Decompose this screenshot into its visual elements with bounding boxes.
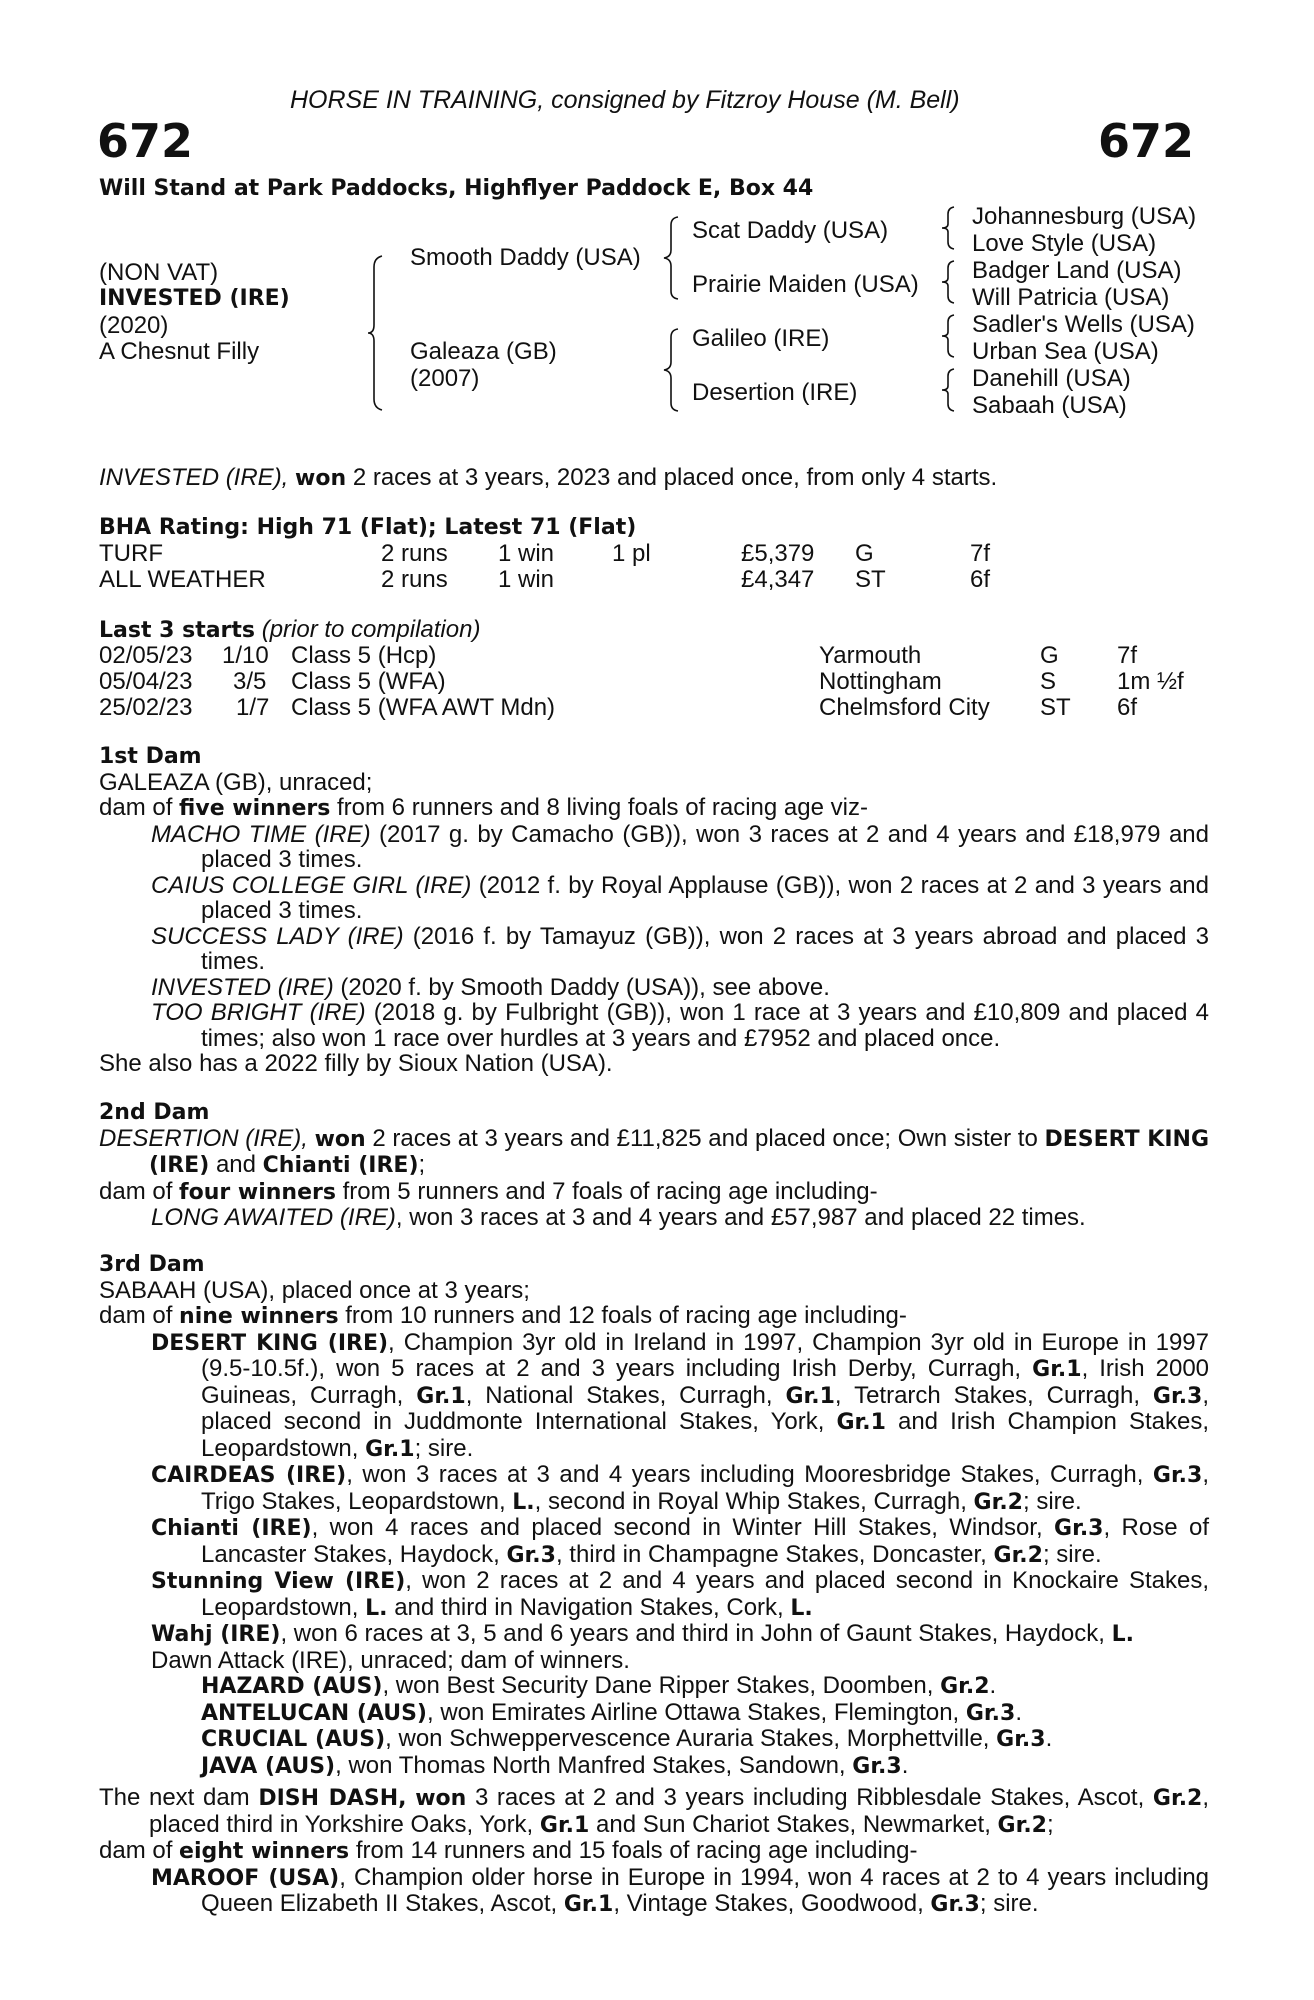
first-dam-also: She also has a 2022 filly by Sioux Nation (USA). [99, 1050, 613, 1077]
full-stop: . [1015, 1698, 1022, 1726]
produce-text: , second in Royal Whip Stakes, Curragh, [534, 1487, 967, 1515]
dam-dam: Desertion (IRE) [692, 379, 858, 406]
last-starts-heading: Last 3 starts [99, 618, 256, 643]
and-text: and [215, 1151, 256, 1178]
runners-text: from 6 runners and 8 living foals of racing age viz- [337, 794, 868, 821]
produce-text: ; sire. [1042, 1540, 1102, 1568]
produce-entry [99, 1515, 1209, 1568]
next-dam-section [99, 1785, 1209, 1918]
produce-name: INVESTED (IRE) [151, 973, 334, 1001]
produce-name: SUCCESS LADY (IRE) [151, 922, 404, 950]
grade-label: Gr.3 [1152, 1383, 1203, 1409]
sire-dam-sire: Badger Land (USA) [972, 257, 1182, 284]
produce-text: ; sire. [1022, 1487, 1082, 1515]
grade-label: Gr.2 [940, 1674, 990, 1699]
produce-text: , Tetrarch Stakes, Curragh, [834, 1381, 1140, 1409]
grade-label: Gr.1 [1032, 1357, 1082, 1382]
rating-going: G [855, 540, 874, 567]
produce-text: and Irish Champion Stakes, Leopardstown, [201, 1408, 1209, 1462]
produce-entry [99, 822, 1209, 873]
start-race: Class 5 (WFA AWT Mdn) [291, 694, 556, 721]
sibling-name: DESERT KING (IRE) [149, 1126, 1210, 1178]
produce-entry [99, 975, 1209, 1001]
dam-dam-sire: Danehill (USA) [972, 365, 1131, 392]
start-position: 3/5 [233, 668, 267, 695]
start-distance: 1m ½f [1117, 668, 1184, 695]
next-dam-produce [99, 1838, 1209, 1865]
rating-placed: 1 pl [612, 540, 651, 567]
semicolon: ; [1046, 1810, 1054, 1838]
grade-label: Gr.3 [930, 1892, 980, 1917]
winners-count: nine winners [179, 1304, 339, 1329]
grade-label: Gr.1 [836, 1410, 886, 1435]
produce-name: JAVA (AUS) [201, 1753, 336, 1779]
dam-of-text: dam of [99, 1837, 173, 1864]
grade-label: Gr.3 [996, 1727, 1046, 1752]
lot-number-left: 672 [97, 114, 194, 168]
full-stop: . [1045, 1725, 1053, 1752]
produce-name: MACHO TIME (IRE) [151, 820, 371, 848]
winners-count: five winners [179, 796, 331, 821]
pedigree-bracket-gen3c [942, 314, 958, 358]
next-dam-line [99, 1785, 1209, 1838]
produce-name: MAROOF (USA) [151, 1865, 340, 1891]
summary-horse-name: INVESTED (IRE), [99, 464, 289, 491]
foaling-year: (2020) [99, 312, 169, 339]
produce-name: HAZARD (AUS) [201, 1674, 383, 1699]
bha-rating-title: BHA Rating: High 71 (Flat); Latest 71 (Flat) [99, 515, 637, 540]
rating-surface: TURF [99, 540, 163, 567]
produce-name: LONG AWAITED (IRE) [151, 1204, 396, 1231]
third-dam-produce [99, 1303, 1209, 1330]
produce-text: , won 3 races at 3 and 4 years and £57,987 and placed 22 times. [395, 1204, 1086, 1231]
sire-sire-dam: Love Style (USA) [972, 230, 1157, 257]
rating-runs: 2 runs [381, 566, 448, 593]
second-dam-section [99, 1100, 1209, 1231]
produce-text: , Trigo Stakes, Leopardstown, [201, 1461, 1210, 1515]
last-starts-title [99, 617, 480, 644]
next-dam-intro: The next dam [99, 1784, 250, 1811]
runners-text: from 10 runners and 12 foals of racing age including- [345, 1302, 907, 1329]
runners-text: from 14 runners and 15 foals of racing age including- [355, 1837, 918, 1864]
rating-distance: 6f [970, 566, 991, 593]
start-going: ST [1040, 694, 1071, 721]
dam-of-text: dam of [99, 1302, 173, 1329]
start-course: Chelmsford City [819, 694, 990, 721]
pedigree-bracket-gen3b [942, 260, 958, 304]
start-date: 25/02/23 [99, 694, 193, 721]
grade-label: Gr.1 [416, 1383, 466, 1409]
third-dam-line: SABAAH (USA), placed once at 3 years; [99, 1276, 530, 1304]
last-starts-note: (prior to compilation) [261, 616, 481, 643]
next-dam-text: and Sun Chariot Stakes, Newmarket, [596, 1810, 991, 1838]
third-dam-section [99, 1252, 1209, 1779]
third-dam-heading: 3rd Dam [99, 1252, 205, 1277]
dam-name: Galeaza (GB) [410, 338, 557, 365]
second-dam-heading: 2nd Dam [99, 1100, 210, 1125]
start-race: Class 5 (Hcp) [291, 642, 437, 669]
dam-of-text: dam of [99, 794, 173, 821]
produce-text: (2016 f. by Tamayuz (GB)), won 2 races at 3 years abroad and placed 3 times. [201, 922, 1210, 975]
dam-sire-dam: Urban Sea (USA) [972, 338, 1159, 365]
produce-name: TOO BRIGHT (IRE) [151, 999, 366, 1026]
start-position: 1/7 [236, 694, 270, 721]
grade-label: L. [1111, 1622, 1135, 1647]
start-going: G [1040, 642, 1059, 669]
grade-label: Gr.3 [1054, 1516, 1104, 1541]
pedigree-bracket-gen3a [942, 206, 958, 250]
grade-label: Gr.2 [973, 1489, 1023, 1515]
produce-entry [99, 1865, 1209, 1918]
lot-number-right: 672 [1098, 114, 1195, 168]
dam-year: (2007) [410, 365, 480, 392]
next-dam-won: won [415, 1786, 467, 1811]
winners-count: eight winners [179, 1839, 350, 1864]
grade-label: Gr.2 [1152, 1786, 1203, 1811]
semicolon: ; [418, 1151, 426, 1178]
produce-text: , third in Champagne Stakes, Doncaster, [555, 1540, 987, 1568]
summary-text: 2 races at 3 years, 2023 and placed once, from only 4 starts. [352, 464, 998, 491]
first-dam-section [99, 744, 1209, 1077]
grade-label: L. [512, 1489, 535, 1515]
produce-text: , National Stakes, Curragh, [465, 1381, 773, 1409]
grade-label: Gr.3 [506, 1542, 556, 1568]
pedigree-bracket-main [368, 255, 388, 411]
start-date: 02/05/23 [99, 642, 193, 669]
produce-text: , Irish 2000 Guineas, Curragh, [201, 1355, 1210, 1409]
grade-label: Gr.3 [965, 1700, 1016, 1726]
produce-text: , won 2 races at 2 and 4 years and placed second in Knockaire Stakes, Leopardstown, [201, 1567, 1210, 1621]
rating-going: ST [855, 566, 886, 593]
produce-text: , won Best Security Dane Ripper Stakes, Doomben, [382, 1672, 934, 1699]
second-dam-won: won [314, 1126, 366, 1152]
grand-produce-entry [99, 1673, 1209, 1700]
sibling-name: Chianti (IRE) [262, 1153, 419, 1178]
next-dam-text: 3 races at 2 and 3 years including Ribblesdale Stakes, Ascot, [474, 1784, 1145, 1811]
grade-label: L. [790, 1595, 813, 1621]
grade-label: Gr.1 [785, 1383, 835, 1409]
produce-name: ANTELUCAN (AUS) [201, 1700, 427, 1726]
sire-name: Smooth Daddy (USA) [410, 244, 641, 271]
grade-label: Gr.2 [997, 1812, 1047, 1838]
second-dam-line [99, 1126, 1209, 1179]
produce-text: (2018 g. by Fulbright (GB)), won 1 race at 3 years and £10,809 and placed 4 times; also won 1 race over hurdles at 3 years and £7952 and placed once. [201, 999, 1209, 1052]
rating-wins: 1 win [498, 540, 555, 567]
next-dam-name: DISH DASH, [258, 1786, 407, 1811]
produce-text: , Champion 3yr old in Ireland in 1997, Champion 3yr old in Europe in 1997 (9.5-10.5f.), won 5 races at 2 and 3 years including Irish Derby, Curragh, [201, 1328, 1209, 1382]
vat-status: (NON VAT) [99, 259, 219, 286]
produce-entry [99, 1462, 1209, 1515]
rating-wins: 1 win [498, 566, 555, 593]
produce-text: , Champion older horse in Europe in 1994, won 4 races at 2 to 4 years including Queen Elizabeth II Stakes, Ascot, [201, 1863, 1210, 1917]
rating-runs: 2 runs [381, 540, 448, 567]
produce-entry [99, 1330, 1209, 1463]
grade-label: Gr.3 [852, 1753, 902, 1779]
sire-sire-sire: Johannesburg (USA) [972, 203, 1197, 230]
produce-text: , Vintage Stakes, Goodwood, [613, 1890, 924, 1917]
full-stop: . [901, 1751, 909, 1779]
pedigree-bracket-gen3d [942, 368, 958, 412]
start-going: S [1040, 668, 1057, 695]
grand-produce-entry [99, 1700, 1209, 1727]
produce-text: , won Schweppervescence Auraria Stakes, Morphettville, [385, 1725, 990, 1752]
start-distance: 7f [1117, 642, 1138, 669]
produce-text: (2017 g. by Camacho (GB)), won 3 races at 2 and 4 years and £18,979 and placed 3 times. [201, 820, 1210, 873]
produce-entry [99, 1000, 1209, 1051]
produce-entry [99, 1621, 1209, 1648]
produce-text: , Rose of Lancaster Stakes, Haydock, [201, 1514, 1209, 1568]
dam-of-text: dam of [99, 1177, 173, 1205]
first-dam-heading: 1st Dam [99, 744, 202, 769]
grade-label: Gr.3 [1152, 1463, 1203, 1488]
runners-text: from 5 runners and 7 foals of racing age including- [342, 1177, 878, 1205]
grade-label: Gr.1 [563, 1892, 614, 1917]
produce-text: , won Thomas North Manfred Stakes, Sandown, [335, 1751, 846, 1779]
start-race: Class 5 (WFA) [291, 668, 446, 695]
first-dam-line: GALEAZA (GB), unraced; [99, 768, 373, 796]
start-distance: 6f [1117, 694, 1138, 721]
dam-dam-dam: Sabaah (USA) [972, 392, 1127, 419]
produce-text: , won 4 races and placed second in Winter Hill Stakes, Windsor, [311, 1514, 1043, 1541]
produce-name: CAIRDEAS (IRE) [151, 1463, 347, 1488]
produce-text: , placed second in Juddmonte International Stakes, York, [201, 1381, 1210, 1435]
produce-name: CAIUS COLLEGE GIRL (IRE) [151, 871, 472, 899]
pedigree-bracket-sire [664, 216, 684, 300]
summary-won: won [295, 466, 347, 491]
start-date: 05/04/23 [99, 668, 193, 695]
produce-name: Wahj (IRE) [151, 1622, 281, 1647]
second-dam-text: 2 races at 3 years and £11,825 and placed once; Own sister to [372, 1124, 1038, 1152]
produce-text: ; sire. [979, 1890, 1039, 1917]
produce-entry: Dawn Attack (IRE), unraced; dam of winners. [151, 1646, 630, 1674]
grade-label: Gr.1 [539, 1812, 590, 1838]
rating-prize: £5,379 [741, 540, 815, 567]
produce-text: , won 3 races at 3 and 4 years including Mooresbridge Stakes, Curragh, [346, 1461, 1144, 1488]
produce-text: ; sire. [414, 1434, 474, 1462]
second-dam-produce [99, 1179, 1209, 1206]
produce-entry [99, 873, 1209, 924]
stand-location: Will Stand at Park Paddocks, Highflyer Paddock E, Box 44 [99, 176, 814, 201]
next-dam-text: , placed third in Yorkshire Oaks, York, [149, 1784, 1210, 1838]
produce-entry [99, 1568, 1209, 1621]
rating-distance: 7f [970, 540, 991, 567]
horse-name: INVESTED (IRE) [99, 286, 290, 311]
produce-name: Stunning View (IRE) [151, 1569, 406, 1594]
sire-dam: Prairie Maiden (USA) [692, 271, 919, 298]
produce-text: (2012 f. by Royal Applause (GB)), won 2 races at 2 and 3 years and placed 3 times. [201, 871, 1209, 924]
produce-entry [99, 924, 1209, 975]
produce-text: , won 6 races at 3, 5 and 6 years and third in John of Gaunt Stakes, Haydock, [280, 1620, 1105, 1647]
horse-description: A Chesnut Filly [99, 338, 260, 365]
produce-name: CRUCIAL (AUS) [201, 1727, 386, 1752]
full-stop: . [989, 1672, 997, 1699]
first-dam-produce [99, 795, 1209, 822]
second-dam-name: DESERTION (IRE), [99, 1124, 308, 1152]
grand-produce-entry [99, 1726, 1209, 1753]
grade-label: L. [365, 1595, 388, 1621]
rating-prize: £4,347 [741, 566, 815, 593]
produce-text: , won Emirates Airline Ottawa Stakes, Flemington, [426, 1698, 960, 1726]
start-position: 1/10 [222, 642, 269, 669]
pedigree-bracket-dam [664, 328, 684, 412]
produce-text: (2020 f. by Smooth Daddy (USA)), see above. [340, 973, 830, 1001]
sire-sire: Scat Daddy (USA) [692, 217, 889, 244]
start-course: Nottingham [819, 668, 942, 695]
produce-name: Chianti (IRE) [151, 1516, 312, 1541]
sire-dam-dam: Will Patricia (USA) [972, 284, 1170, 311]
dam-sire-sire: Sadler's Wells (USA) [972, 311, 1195, 338]
rating-surface: ALL WEATHER [99, 566, 266, 593]
winners-count: four winners [179, 1179, 336, 1205]
catalogue-subtitle: HORSE IN TRAINING, consigned by Fitzroy House (M. Bell) [290, 86, 960, 114]
produce-entry [99, 1205, 1209, 1231]
produce-name: DESERT KING (IRE) [151, 1330, 389, 1356]
grade-label: Gr.1 [365, 1436, 415, 1462]
grade-label: Gr.2 [993, 1542, 1043, 1568]
dam-sire: Galileo (IRE) [692, 325, 830, 352]
race-summary [99, 465, 997, 492]
start-course: Yarmouth [819, 642, 922, 669]
grand-produce-entry [99, 1753, 1209, 1780]
produce-text: and third in Navigation Stakes, Cork, [394, 1593, 784, 1621]
